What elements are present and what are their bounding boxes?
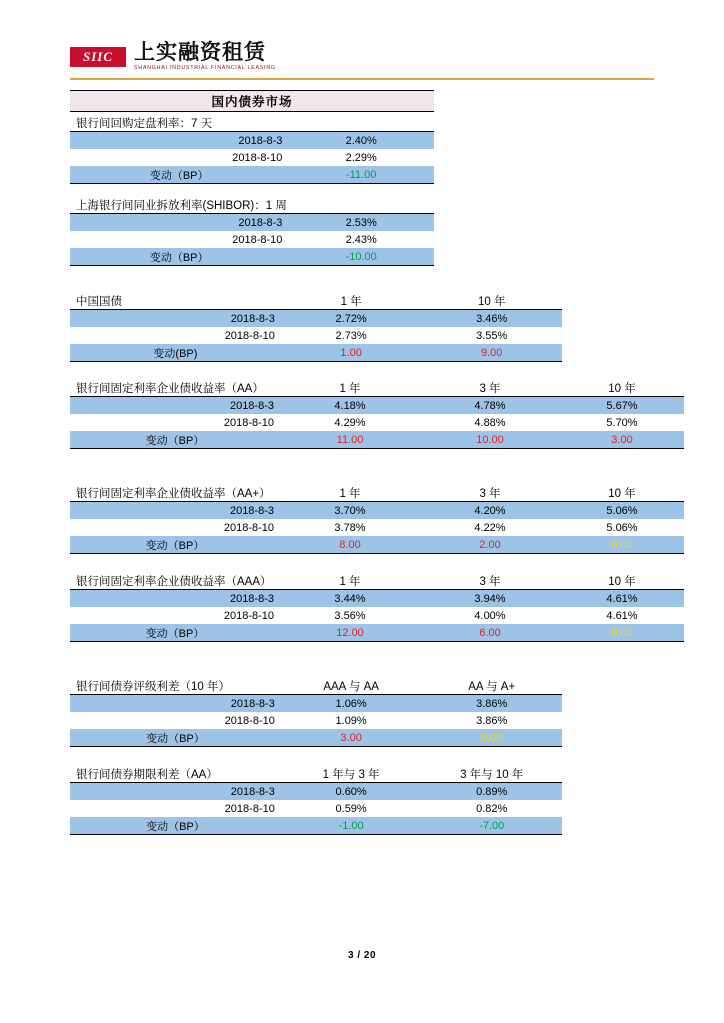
column-header xyxy=(288,114,434,132)
table-header-row xyxy=(70,484,684,502)
row-label: 2018-8-10 xyxy=(223,521,274,534)
table-block-corp-bond-aaa xyxy=(70,572,684,642)
header-divider xyxy=(70,78,654,80)
row-value: 2.73% xyxy=(335,329,367,342)
table-title: 中国国债 xyxy=(70,292,281,310)
table-row xyxy=(70,149,434,166)
logo xyxy=(70,42,654,72)
column-header: AAA 与 AA xyxy=(281,677,422,695)
table-row xyxy=(70,327,562,344)
column-header: 1 年 xyxy=(280,484,420,502)
table-row xyxy=(70,397,684,415)
row-value: 4.78% xyxy=(420,397,560,415)
table-row xyxy=(70,729,562,747)
row-label: 2018-8-3 xyxy=(70,783,281,801)
table-header-row xyxy=(70,114,434,132)
table-row xyxy=(70,248,434,266)
table-block-shibor-1w xyxy=(70,196,434,266)
column-header: 10 年 xyxy=(560,572,684,590)
table-row xyxy=(70,214,434,232)
row-value: 3.46% xyxy=(421,310,562,328)
table-row xyxy=(70,624,684,642)
row-label: 变动（BP） xyxy=(70,431,280,449)
row-label: 2018-8-3 xyxy=(70,214,288,232)
row-label: 变动（BP） xyxy=(70,729,281,747)
row-value: 1.09% xyxy=(335,714,367,727)
row-value: -10.00 xyxy=(288,248,434,266)
siic-logo-icon: SIIC xyxy=(70,47,126,67)
brand-name-cn: 上实融资租赁 xyxy=(134,41,266,64)
row-label: 变动（BP） xyxy=(70,817,281,835)
table-title: 上海银行间同业拆放利率(SHIBOR)：1 周 xyxy=(70,196,288,214)
table-row xyxy=(70,783,562,801)
column-header: 1 年与 3 年 xyxy=(281,765,422,783)
row-value: 0.82% xyxy=(476,802,508,815)
row-label: 2018-8-10 xyxy=(223,609,274,622)
row-value: -11.00 xyxy=(288,166,434,184)
brand-name-en: SHANGHAI INDUSTRIAL FINANCIAL LEASING xyxy=(134,65,276,72)
table-title: 银行间债券期限利差（AA） xyxy=(70,765,281,783)
row-label: 2018-8-10 xyxy=(224,714,275,727)
table-row xyxy=(70,344,562,362)
row-value: 2.72% xyxy=(281,310,422,328)
table-row xyxy=(70,431,684,449)
row-label: 2018-8-10 xyxy=(232,151,283,164)
row-value: 6.00 xyxy=(420,624,560,642)
row-value: 4.29% xyxy=(334,416,366,429)
row-label: 2018-8-3 xyxy=(70,310,281,328)
row-value: 0.00 xyxy=(421,729,562,747)
table-header-row xyxy=(70,379,684,397)
row-value: 10.00 xyxy=(420,431,560,449)
column-header: 10 年 xyxy=(560,379,684,397)
table-row xyxy=(70,519,684,536)
column-header: 10 年 xyxy=(560,484,684,502)
row-value: 4.18% xyxy=(280,397,420,415)
table-title: 银行间回购定盘利率：7 天 xyxy=(70,114,288,132)
column-header: 1 年 xyxy=(281,292,422,310)
row-value: 3.70% xyxy=(280,502,420,520)
table-row xyxy=(70,310,562,328)
table-block-corp-bond-aa-plus xyxy=(70,484,684,554)
row-value: 5.06% xyxy=(560,502,684,520)
table-row xyxy=(70,800,562,817)
table-header-row xyxy=(70,765,562,783)
row-value: 5.06% xyxy=(606,521,638,534)
row-label: 2018-8-3 xyxy=(70,695,281,713)
row-label: 2018-8-10 xyxy=(224,329,275,342)
row-value: -7.00 xyxy=(421,817,562,835)
column-header: 10 年 xyxy=(421,292,562,310)
column-header: 1 年 xyxy=(280,379,420,397)
table-row xyxy=(70,502,684,520)
row-label: 变动（BP） xyxy=(70,624,280,642)
data-table xyxy=(70,484,684,554)
row-value: 3.44% xyxy=(280,590,420,608)
row-label: 变动(BP) xyxy=(70,344,281,362)
row-value: 2.00 xyxy=(420,536,560,554)
row-label: 2018-8-3 xyxy=(70,502,280,520)
row-value: 1.00 xyxy=(281,344,422,362)
row-value: 0.00 xyxy=(560,624,684,642)
table-header-row xyxy=(70,292,562,310)
row-value: 12.00 xyxy=(280,624,420,642)
table-row xyxy=(70,607,684,624)
table-title: 银行间债券评级利差（10 年） xyxy=(70,677,281,695)
data-table xyxy=(70,114,434,184)
row-value: 1.06% xyxy=(281,695,422,713)
row-value: 3.86% xyxy=(421,695,562,713)
row-label: 2018-8-3 xyxy=(70,397,280,415)
row-value: 5.67% xyxy=(560,397,684,415)
row-value: 3.94% xyxy=(420,590,560,608)
column-header: AA 与 A+ xyxy=(421,677,562,695)
data-table xyxy=(70,196,434,266)
row-label: 变动（BP） xyxy=(70,166,288,184)
row-label: 2018-8-10 xyxy=(232,233,283,246)
row-value: 0.89% xyxy=(421,783,562,801)
row-value: 2.43% xyxy=(345,233,377,246)
table-row xyxy=(70,132,434,150)
data-table xyxy=(70,677,562,747)
row-value: 0.00 xyxy=(560,536,684,554)
page-title: 国内债券市场 xyxy=(70,90,434,112)
row-label: 2018-8-10 xyxy=(223,416,274,429)
row-value: 0.60% xyxy=(281,783,422,801)
row-value: 4.88% xyxy=(474,416,506,429)
row-value: 11.00 xyxy=(280,431,420,449)
table-row xyxy=(70,590,684,608)
row-value: 3.56% xyxy=(334,609,366,622)
table-block-corp-bond-aa xyxy=(70,379,684,449)
brand-text xyxy=(134,42,276,72)
column-header: 3 年与 10 年 xyxy=(421,765,562,783)
table-block-term-spread xyxy=(70,765,562,835)
row-value: 4.61% xyxy=(606,609,638,622)
row-value: 4.61% xyxy=(560,590,684,608)
row-label: 2018-8-3 xyxy=(70,132,288,150)
table-block-china-treasury xyxy=(70,292,562,362)
row-value: 8.00 xyxy=(280,536,420,554)
row-label: 变动（BP） xyxy=(70,248,288,266)
data-table xyxy=(70,379,684,449)
row-value: 2.40% xyxy=(288,132,434,150)
row-value: 3.78% xyxy=(334,521,366,534)
row-value: 2.53% xyxy=(288,214,434,232)
row-value: 4.22% xyxy=(474,521,506,534)
column-header xyxy=(288,196,434,214)
row-value: 4.00% xyxy=(474,609,506,622)
table-title: 银行间固定利率企业债收益率（AA+） xyxy=(70,484,280,502)
row-value: 4.20% xyxy=(420,502,560,520)
table-row xyxy=(70,536,684,554)
column-header: 3 年 xyxy=(420,379,560,397)
table-block-rating-spread xyxy=(70,677,562,747)
row-value: 9.00 xyxy=(421,344,562,362)
table-title: 银行间固定利率企业债收益率（AAA） xyxy=(70,572,280,590)
table-row xyxy=(70,712,562,729)
data-table xyxy=(70,765,562,835)
row-value: 3.55% xyxy=(476,329,508,342)
table-header-row xyxy=(70,196,434,214)
row-label: 2018-8-3 xyxy=(70,590,280,608)
data-table xyxy=(70,572,684,642)
table-row xyxy=(70,414,684,431)
column-header: 3 年 xyxy=(420,572,560,590)
row-value: 0.59% xyxy=(335,802,367,815)
row-value: 3.00 xyxy=(281,729,422,747)
table-title: 银行间固定利率企业债收益率（AA） xyxy=(70,379,280,397)
data-table xyxy=(70,292,562,362)
table-row xyxy=(70,695,562,713)
row-label: 变动（BP） xyxy=(70,536,280,554)
table-block-repo-7d xyxy=(70,114,434,184)
row-value: 3.86% xyxy=(476,714,508,727)
page-number: 3 / 20 xyxy=(347,950,377,961)
row-value: 5.70% xyxy=(606,416,638,429)
row-value: 2.29% xyxy=(345,151,377,164)
row-label: 2018-8-10 xyxy=(224,802,275,815)
table-header-row xyxy=(70,677,562,695)
table-row xyxy=(70,231,434,248)
table-row xyxy=(70,166,434,184)
row-value: 3.00 xyxy=(560,431,684,449)
row-value: -1.00 xyxy=(281,817,422,835)
table-row xyxy=(70,817,562,835)
column-header: 3 年 xyxy=(420,484,560,502)
column-header: 1 年 xyxy=(280,572,420,590)
table-header-row xyxy=(70,572,684,590)
